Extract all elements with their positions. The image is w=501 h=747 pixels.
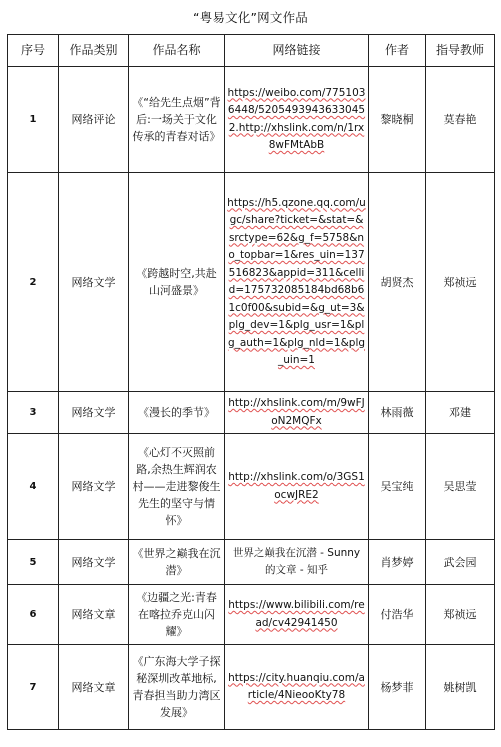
row-link-text[interactable]: https://www.bilibili.com/read/cv42941450: [228, 599, 365, 629]
row-link[interactable]: [225, 585, 369, 645]
row-no: 4: [8, 434, 59, 540]
row-link-text[interactable]: https://city.huanqiu.com/article/4NieooKty78: [228, 671, 365, 701]
row-work-name: 《心灯不灭照前路,余热生辉润农村——走进黎俊生先生的坚守与情怀》: [129, 434, 225, 540]
table-row: [8, 540, 495, 585]
row-no: 3: [8, 392, 59, 434]
row-teacher: 莫春艳: [426, 67, 495, 173]
table-header-row: [8, 35, 495, 67]
header-link: 网络链接: [225, 35, 369, 67]
row-author: 胡贤杰: [369, 173, 426, 392]
table-row: [8, 392, 495, 434]
row-teacher: 郑祯远: [426, 585, 495, 645]
table-row: [8, 645, 495, 730]
row-work-name: 《跨越时空,共赴山河盛景》: [129, 173, 225, 392]
row-link-text[interactable]: http://xhslink.com/m/9wFJoN2MQFx: [228, 397, 365, 427]
row-work-name: 《边疆之光:青春在喀拉乔克山闪耀》: [129, 585, 225, 645]
table-row: [8, 67, 495, 173]
header-category: 作品类别: [59, 35, 129, 67]
table-row: [8, 585, 495, 645]
row-author: 付浩华: [369, 585, 426, 645]
row-work-name: 《世界之巅我在沉潜》: [129, 540, 225, 585]
row-link-text[interactable]: https://h5.qzone.qq.com/ugc/share?ticket=&stat=&srctype=62&g_f=5758&no_topbar=1&res_uin=137516823&appid=311&cellid=17573208518​4bd68b61c0f00&subid=&g_ut=3&plg_dev=1&plg_usr=1&plg_auth=1&plg_nld=1&plg_uin=1: [227, 196, 366, 366]
row-link[interactable]: [225, 392, 369, 434]
row-author: 吴宝纯: [369, 434, 426, 540]
header-name: 作品名称: [129, 35, 225, 67]
row-author: 肖梦婷: [369, 540, 426, 585]
row-link[interactable]: [225, 67, 369, 173]
row-author: 杨梦菲: [369, 645, 426, 730]
row-link-text[interactable]: https://weibo.com/7751036448/5205493943633045 2.http://xhslink.com/n/1rx8wFMtAbB: [227, 86, 366, 151]
row-category: 网络文学: [59, 392, 129, 434]
row-category: 网络文章: [59, 585, 129, 645]
row-teacher: 姚树凯: [426, 645, 495, 730]
row-link[interactable]: [225, 645, 369, 730]
works-table: [7, 34, 495, 730]
row-teacher: 吴思莹: [426, 434, 495, 540]
row-category: 网络文学: [59, 540, 129, 585]
row-link-text[interactable]: http://xhslink.com/o/3GS1ocwJRE2: [228, 471, 365, 501]
row-category: 网络文章: [59, 645, 129, 730]
table-row: [8, 434, 495, 540]
row-author: 黎晓桐: [369, 67, 426, 173]
row-no: 7: [8, 645, 59, 730]
document-title: “粤易文化”网文作品: [193, 10, 308, 25]
row-work-name: 《广东海大学子探秘深圳改革地标,青春担当助力湾区发展》: [129, 645, 225, 730]
header-no: 序号: [8, 35, 59, 67]
row-work-name: 《漫长的季节》: [129, 392, 225, 434]
row-no: 1: [8, 67, 59, 173]
row-link[interactable]: [225, 434, 369, 540]
row-author: 林雨薇: [369, 392, 426, 434]
row-link[interactable]: [225, 173, 369, 392]
row-teacher: 邓建: [426, 392, 495, 434]
row-no: 2: [8, 173, 59, 392]
row-work-name: 《“给先生点烟”背后:一场关于文化传承的青春对话》: [129, 67, 225, 173]
row-category: 网络评论: [59, 67, 129, 173]
row-link[interactable]: [225, 540, 369, 585]
row-category: 网络文学: [59, 434, 129, 540]
row-category: 网络文学: [59, 173, 129, 392]
row-teacher: 武会园: [426, 540, 495, 585]
row-teacher: 郑祯远: [426, 173, 495, 392]
row-no: 6: [8, 585, 59, 645]
header-teacher: 指导教师: [426, 35, 495, 67]
header-author: 作者: [369, 35, 426, 67]
row-link-text[interactable]: 世界之巅我在沉潜 - Sunny 的文章 - 知乎: [232, 546, 361, 576]
table-row: [8, 173, 495, 392]
row-no: 5: [8, 540, 59, 585]
